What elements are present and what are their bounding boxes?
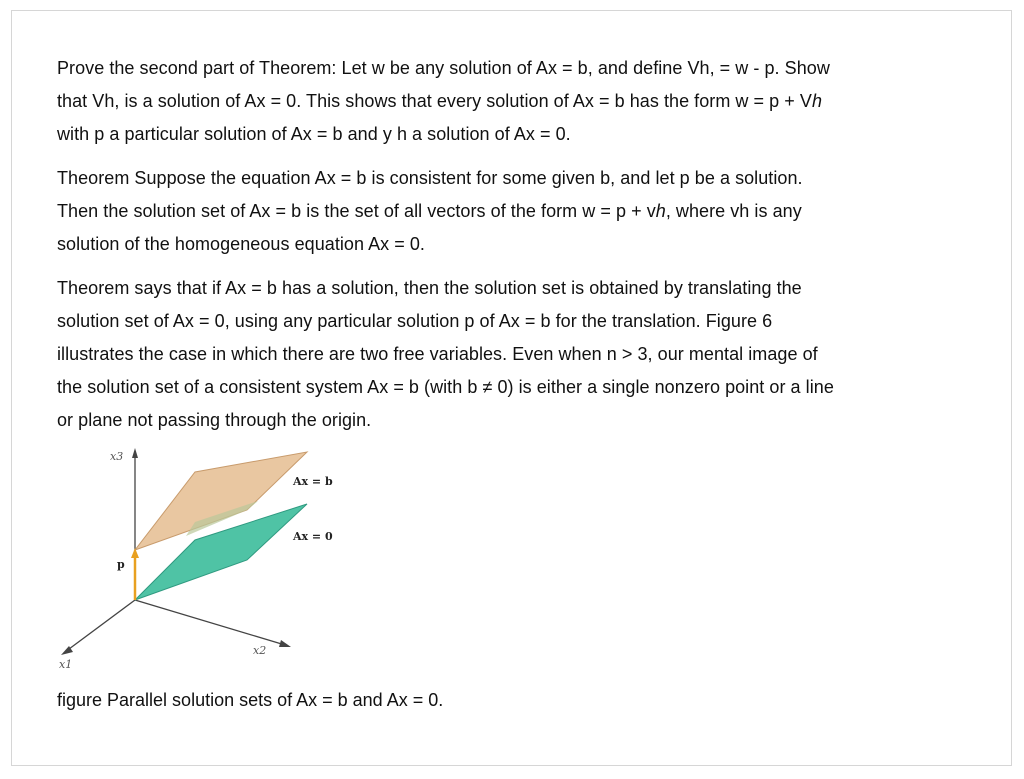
question-line-2-italic-h: h: [811, 91, 822, 111]
question-line-2: that Vh, is a solution of Ax = 0. This shows that every solution of Ax = b has the form w = p + V: [57, 91, 812, 111]
x2-axis: [135, 600, 285, 645]
explanation-line-1: Theorem says that if Ax = b has a solution, then the solution set is obtained by translating the: [57, 278, 802, 298]
theorem-line-2-end: , where vh is any: [665, 201, 802, 221]
explanation-line-4: the solution set of a consistent system Ax = b (with b ≠ 0) is either a single nonzero point or a line: [57, 377, 834, 397]
explanation-paragraph: [57, 272, 977, 437]
explanation-line-2: solution set of Ax = 0, using any particular solution p of Ax = b for the translation. Figure 6: [57, 311, 773, 331]
explanation-line-5: or plane not passing through the origin.: [57, 410, 372, 430]
theorem-line-2: Then the solution set of Ax = b is the set of all vectors of the form w = p + v: [57, 201, 656, 221]
x1-axis: [65, 600, 135, 652]
label-ax-0: Ax = 0: [293, 530, 333, 543]
label-p: p: [117, 558, 125, 571]
theorem-line-2-italic-h: h: [655, 201, 666, 221]
label-x1: x1: [59, 658, 73, 671]
theorem-line-3: solution of the homogeneous equation Ax = 0.: [57, 234, 425, 254]
figure-svg: [55, 440, 355, 680]
label-ax-b: Ax = b: [293, 475, 333, 488]
question-line-1: Prove the second part of Theorem: Let w be any solution of Ax = b, and define Vh, = w - p. Show: [57, 58, 830, 78]
question-paragraph: [57, 52, 977, 151]
parallel-planes-figure: [55, 440, 355, 680]
explanation-line-3: illustrates the case in which there are two free variables. Even when n > 3, our mental image of: [57, 344, 818, 364]
question-line-3: with p a particular solution of Ax = b and y h a solution of Ax = 0.: [57, 124, 571, 144]
theorem-line-1: Theorem Suppose the equation Ax = b is consistent for some given b, and let p be a solution.: [57, 168, 803, 188]
label-x3: x3: [110, 450, 124, 463]
label-x2: x2: [253, 644, 267, 657]
x2-axis-arrow-icon: [279, 640, 291, 647]
theorem-paragraph: [57, 162, 977, 261]
x3-axis-arrow-icon: [132, 448, 138, 458]
figure-caption: figure Parallel solution sets of Ax = b and Ax = 0.: [57, 690, 444, 710]
